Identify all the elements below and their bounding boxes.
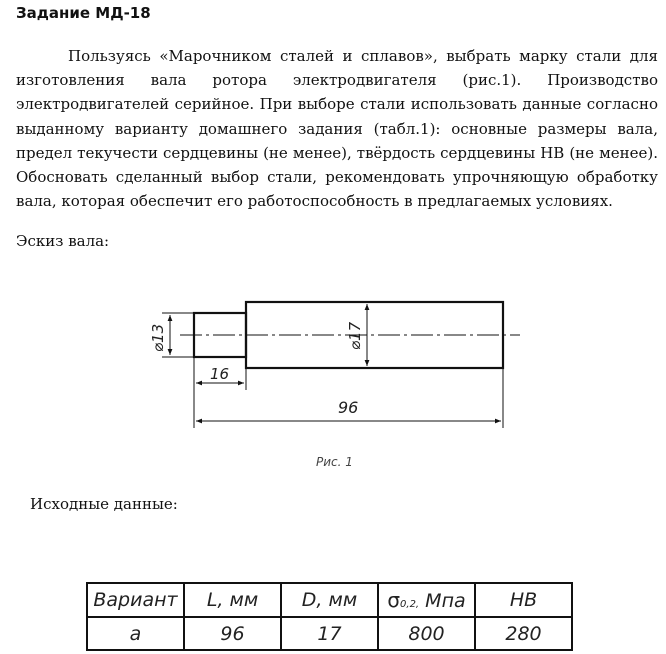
sigma-symbol: σ [387, 588, 401, 612]
cell-variant: а [87, 617, 184, 650]
source-data-table [86, 582, 573, 651]
header-variant: Вариант [87, 583, 184, 617]
dim-small-length: 16 [210, 365, 230, 383]
cell-yield-strength: 800 [378, 617, 475, 650]
cell-diameter: 17 [281, 617, 378, 650]
dim-total-length: 96 [338, 398, 359, 417]
dim-small-diameter: ⌀13 [149, 323, 167, 352]
sketch-label: Эскиз вала: [16, 232, 110, 250]
cell-length: 96 [184, 617, 281, 650]
table-header-row [87, 583, 572, 617]
source-data-label: Исходные данные: [30, 495, 178, 513]
sigma-unit: Мпа [425, 590, 466, 612]
header-diameter: D, мм [281, 583, 378, 617]
task-title: Задание МД-18 [16, 4, 151, 22]
header-hardness: НВ [475, 583, 572, 617]
header-length: L, мм [184, 583, 281, 617]
table-row [87, 617, 572, 650]
cell-hardness: 280 [475, 617, 572, 650]
dim-large-diameter: ⌀17 [346, 321, 364, 350]
task-description-text: Пользуясь «Марочником сталей и сплавов», выбрать марку стали для изготовления вала ротора электродвигателя (рис.1). Производство электродвигателей серийное. При выборе стали использовать данные согласно выданному варианту домашнего задания (табл.1): основные размеры вала, предел текучести сердцевины (не менее), твёрдость сердцевины НВ (не менее). Обосновать сделанный выбор стали, рекомендовать упрочняющую обработку вала, которая обеспечит его работоспособность в предлагаемых условиях. [16, 47, 658, 211]
figure-caption: Рис. 1 [316, 455, 353, 469]
header-yield-strength [378, 583, 475, 617]
sigma-subscript: 0,2, [400, 599, 420, 610]
